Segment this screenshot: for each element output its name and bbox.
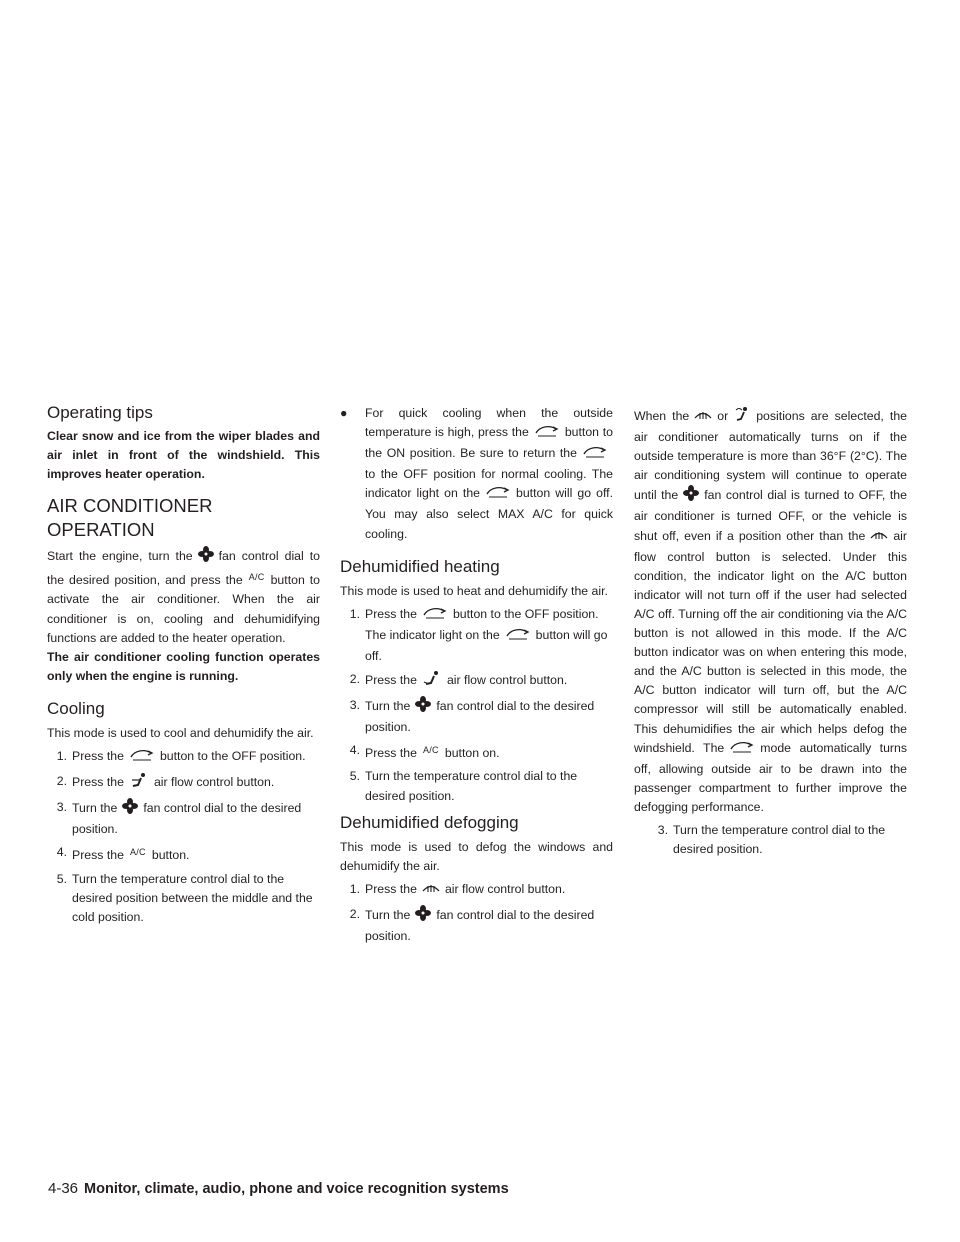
foot-defrost-icon [733, 406, 751, 428]
recirculation-icon [582, 445, 608, 465]
list-item: 1. Press the air flow control button. [340, 880, 613, 901]
ac-operation-heading: AIR CONDITIONER OPERATION [47, 495, 213, 541]
heating-steps [340, 605, 613, 806]
list-item: 1. Press the button to the OFF position. The indicator light on the button will go off. [349, 606, 608, 663]
ac-intro-paragraph: Start the engine, turn the fan control dial to the desired position, and press the A/C button to activate the air conditioner. When the air conditioner is on, cooling and dehumidifying functions are added to the heater operation. [47, 546, 320, 647]
column-right [634, 406, 907, 863]
cooling-intro: This mode is used to cool and dehumidify the air. [47, 725, 314, 740]
page-number: 4-36 [48, 1180, 79, 1197]
list-item: 4. Press the A/C button. [56, 845, 190, 863]
ac-engine-warning: The air conditioner cooling function operates only when the engine is running. [47, 649, 320, 683]
quick-cooling-bullet: ● For quick cooling when the outside temperature is high, press the button to the ON position. Be sure to return theto the OFF position for normal cooling. The indicator light on the button will go off. You may also select MAX A/C for quick cooling. [340, 406, 613, 541]
recirculation-icon [534, 424, 560, 444]
ac-button-icon: A/C [248, 572, 265, 583]
cooling-steps [47, 747, 320, 927]
list-item: 5. Turn the temperature control dial to the desired position. [349, 769, 578, 803]
fan-icon [683, 485, 699, 507]
fan-icon [198, 546, 214, 568]
recirculation-icon [485, 485, 511, 505]
list-item: 2. Turn the fan control dial to the desired position. [349, 906, 595, 943]
list-item: 5. Turn the temperature control dial to the desired position between the middle and the cold position. [56, 871, 313, 924]
recirculation-icon [505, 627, 531, 647]
heating-intro: This mode is used to heat and dehumidify the air. [340, 583, 608, 598]
recirculation-icon [129, 748, 155, 768]
face-vent-icon [129, 772, 149, 794]
page-footer [48, 1180, 509, 1197]
fan-icon [415, 905, 431, 927]
defog-steps-continued [634, 821, 907, 859]
dehumidified-defogging-heading: Dehumidified defogging [340, 812, 519, 832]
ac-button-icon: A/C [129, 847, 146, 858]
defrost-icon [870, 528, 888, 548]
cooling-heading: Cooling [47, 698, 105, 718]
foot-vent-icon [422, 670, 442, 692]
section-title: Monitor, climate, audio, phone and voice recognition systems [84, 1181, 509, 1197]
defog-intro: This mode is used to defog the windows and dehumidify the air. [340, 839, 613, 873]
fan-icon [415, 696, 431, 718]
column-middle [340, 404, 613, 950]
recirculation-icon [729, 740, 755, 760]
list-item: 4. Press the A/C button on. [349, 743, 500, 761]
operating-tips-warning: Clear snow and ice from the wiper blades and air inlet in front of the windshield. This improves heater operation. [47, 429, 320, 482]
defrost-icon [694, 408, 712, 428]
defog-auto-paragraph: When the or positions are selected, the air conditioner automatically turns on if the outside temperature is more than 36°F (2°C). The air conditioning system will continue to operate until the fan control dial is turned to OFF, the air conditioner is turned OFF, or the vehicle is shut off, even if a position other than the air flow control button is selected. Under this condition, the indicator light on the A/C button indicator will not turn off if the user had selected A/C off. Turning off the air conditioning via the A/C button is not allowed in this mode. If the A/C button indicator was on when entering this mode, and the A/C button is selected in this mode, the A/C button indicator will turn off, but the A/C compressor will still be automatically enabled. This dehumidifies the air which helps defog the windshield. The mode automatically turns off, allowing outside air to be drawn into the passenger compartment to further improve the defogging performance. [634, 406, 907, 817]
list-item: 3. Turn the temperature control dial to the desired position. [657, 822, 886, 857]
operating-tips-heading: Operating tips [47, 403, 153, 422]
list-item: 2. Press the air flow control button. [340, 670, 613, 692]
list-item: 3. Turn the fan control dial to the desired position. [349, 698, 595, 735]
column-left [47, 402, 320, 931]
fan-icon [122, 798, 138, 820]
list-item: 1. Press the button to the OFF position. [47, 747, 320, 768]
recirculation-icon [422, 606, 448, 626]
defrost-icon [422, 881, 440, 901]
dehumidified-heating-heading: Dehumidified heating [340, 556, 500, 576]
ac-button-icon: A/C [422, 745, 439, 756]
list-item: 2. Press the air flow control button. [47, 772, 320, 794]
list-item: 3. Turn the fan control dial to the desired position. [56, 800, 302, 837]
bullet-icon: ● [340, 406, 348, 420]
defog-steps [340, 880, 613, 946]
